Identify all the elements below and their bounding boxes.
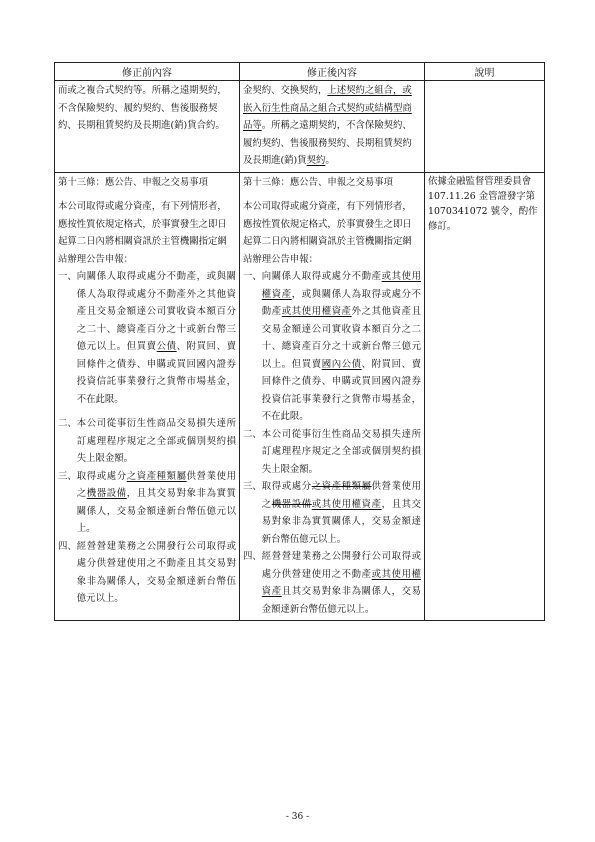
article-title: 第十三條：應公告、申報之交易事項 [243,176,394,188]
header-before: 修正前內容 [55,63,240,81]
row2-note [425,172,545,621]
row1-before [55,81,240,173]
list-item: 一、 向關係人取得或處分不動產或其使用權資產，或與關係人為取得或處分不動產或其使用權資產外之其他資產且交易金額達公司實收資本額百分之二十、總資產百分之十或新台幣三億元以上。但買賣國內公債、附買回、賣回條件之債券、申購或買回國內證券投資信託事業發行之貨幣市場基金，不在此限。 [243,271,421,422]
page-number: - 36 - [285,812,310,822]
row1-note [425,81,545,173]
header-note: 說明 [425,63,545,81]
header-after: 修正後內容 [240,63,425,81]
list-item: 四、 經營營建業務之公開發行公司取得或處分供營建使用之不動產且其交易對象非為關係人，交易金額達新台幣伍億元以上。 [58,540,236,604]
article-intro: 本公司取得或處分資產，有下列情形者，應按性質依規定格式，於事實發生之即日起算二日內將相關資訊於主管機關指定網站辦理公告申報： [243,201,412,265]
row1-before-text: 而或之複合式契約等。所稱之遠期契約，不含保險契約、履約契約、售後服務契約、長期租賃契約及長期進(銷)貨合約。 [58,85,227,131]
header-row [55,63,545,81]
list-item: 二、 本公司從事衍生性商品交易損失達所訂處理程序規定之全部或個別契約損失上限金額。 [243,428,421,475]
row2-before [55,172,240,621]
row1-after [240,81,425,173]
list-item: 一、 向關係人取得或處分不動產，或與關係人為取得或處分不動產外之其他資產且交易金額達公司實收資本額百分之二十、總資產百分之十或新台幣三億元以上。但買賣公債、附買回、賣回條件之債券、申購或買回國內證券投資信託事業發行之貨幣市場基金，不在此限。 [58,271,236,405]
row2-after [240,172,425,621]
table-row [55,81,545,173]
comparison-table [54,62,545,621]
list-item: 三、 取得或處分之資產種類屬供營業使用之機器設備，且其交易對象非為實質關係人，交易金額達新台幣伍億元以上。 [58,470,236,534]
note-text: 依據金融監督管理委員會 107.11.26 金管證發字第 1070341072 號令，酌作修訂。 [428,175,538,232]
article-intro: 本公司取得或處分資產，有下列情形者，應按性質依規定格式，於事實發生之即日起算二日內將相關資訊於主管機關指定網站辦理公告申報： [58,201,227,265]
list-item: 四、 經營營建業務之公開發行公司取得或處分供營建使用之不動產或其使用權資產且其交易對象非為關係人，交易金額達新台幣伍億元以上。 [243,551,421,615]
article-title: 第十三條：應公告、申報之交易事項 [58,176,209,188]
list-item: 三、 取得或處分之資產種類屬供營業使用之機器設備或其使用權資產，且其交易對象非為實質關係人，交易金額達新台幣伍億元以上。 [243,481,421,545]
list-item: 二、 本公司從事衍生性商品交易損失達所訂處理程序規定之全部或個別契約損失上限金額。 [58,418,236,464]
table-row [55,172,545,621]
row1-after-text: 金契約、交換契約，上述契約之組合，或嵌入衍生性商品之組合式契約或結構型商品等。所稱之遠期契約，不含保險契約、履約契約、售後服務契約、長期租賃契約及長期進(銷)貨契約。 [243,85,412,166]
